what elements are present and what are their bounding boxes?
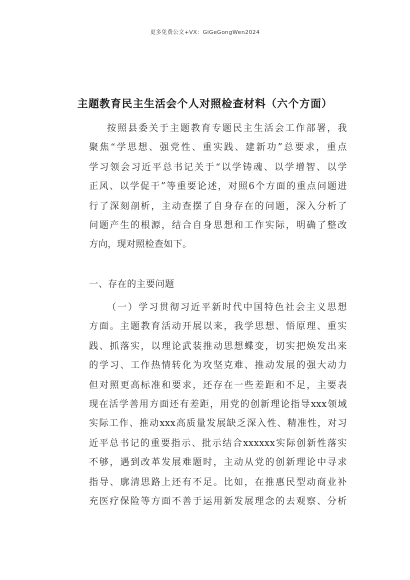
text-line: 近平总书记的重要指示、批示结合xxxxxx实际创新性落实 (89, 437, 347, 449)
text-line: 学习领会习近平总书记关于“以学铸魂、以学增智、以学 (89, 161, 347, 173)
text-line: 按照县委关于主题教育专题民主生活会工作部署，我 (107, 123, 347, 134)
text-line: 正风、以学促干”等重要论述，对照6个方面的重点问题进 (89, 181, 347, 193)
text-line: 的学习、工作热情转化为攻坚克难、推动发展的强大动力 (89, 360, 347, 372)
text-line: 方向，现对照检查如下。 (89, 239, 192, 251)
text-line: 但对照更高标准和要求，还存在一些差距和不足，主要表 (89, 379, 347, 391)
paragraph-intro (89, 119, 347, 255)
document-title: 主题教育民主生活会个人对照检查材料（六个方面） (77, 98, 333, 110)
text-line: 践、抓落实，以理论武装推动思想蝶变，切实把焕发出来 (89, 340, 347, 352)
section-heading: 一、存在的主要问题 (89, 279, 175, 290)
text-line: 行了深刻剖析，主动查摆了自身存在的问题，深入分析了 (89, 200, 347, 212)
text-line: 聚焦“学思想、强党性、重实践、建新功”总要求，重点 (89, 142, 347, 154)
text-line: 方面。主题教育活动开展以来，我学思想、悟原理、重实 (89, 321, 347, 333)
text-line: 不够，遇到改革发展难题时，主动从党的创新理论中寻求 (89, 457, 347, 469)
text-line: 充医疗保险等方面不善于运用新发展理念的去观察、分析 (89, 495, 347, 507)
text-line: 现在活学善用方面还有差距，用党的创新理论指导xxx领域 (89, 398, 347, 410)
text-line: 实际工作、推动xxx高质量发展缺乏深入性、精准性，对习 (89, 418, 347, 430)
paragraph-section-1 (89, 298, 347, 511)
text-line: 问题产生的根源，结合自身思想和工作实际，明确了整改 (89, 219, 347, 231)
text-line: 指导、廓清思路上还有不足。比如，在推惠民型动商业补 (89, 476, 347, 488)
text-line: （一）学习贯彻习近平新时代中国特色社会主义思想 (107, 302, 347, 313)
header-note: 更多免费公文+VX：GiGeGongWen2024 (150, 30, 260, 36)
